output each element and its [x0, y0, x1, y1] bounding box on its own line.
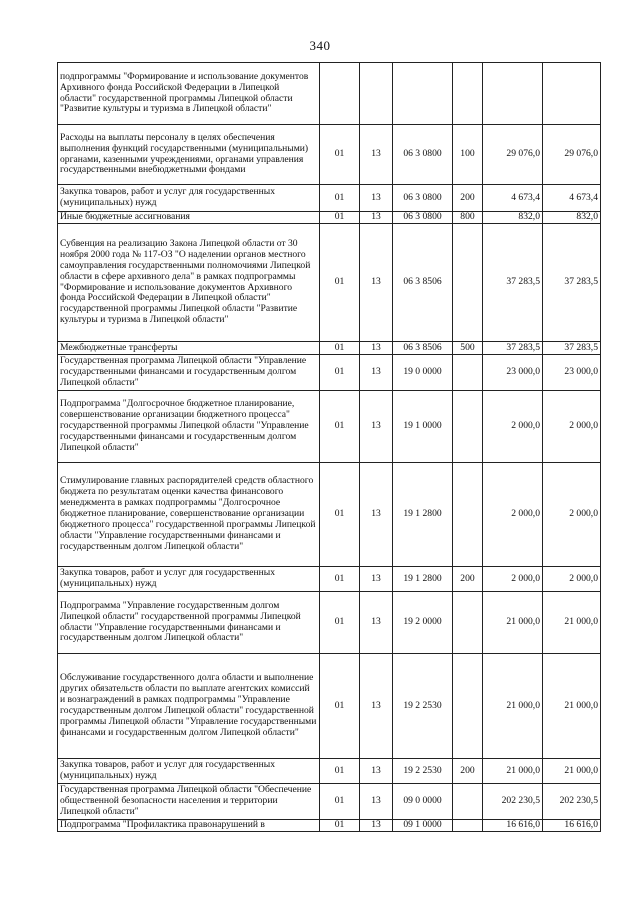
cell-name: Государственная программа Липецкой области "Обеспечение общественной безопасности населения и территории Липецкой области": [58, 784, 320, 820]
cell-ministry: 01: [320, 654, 360, 759]
cell-ministry: 01: [320, 342, 360, 355]
budget-table: [57, 62, 601, 832]
cell-amount-second: 2 000,0: [543, 391, 601, 463]
cell-ministry: 01: [320, 820, 360, 832]
cell-ministry: 01: [320, 391, 360, 463]
cell-amount-first: 4 673,4: [483, 185, 543, 212]
cell-name: Субвенция на реализацию Закона Липецкой области от 30 ноября 2000 года № 117-ОЗ "О наделении органов местного самоуправления государственными полномочиями Липецкой области в сфере архивного дела" в рамках подпрограммы "Формирование и использование документов Архивного фонда Российской Федерации в Липецкой области" государственной программы Липецкой области "Развитие культуры и туризма в Липецкой области": [58, 224, 320, 342]
cell-name: Иные бюджетные ассигнования: [58, 212, 320, 224]
cell-section: 13: [360, 592, 393, 654]
table-row: [58, 820, 601, 832]
cell-name: Закупка товаров, работ и услуг для государственных (муниципальных) нужд: [58, 567, 320, 592]
cell-name: Подпрограмма "Управление государственным долгом Липецкой области" государственной программы Липецкой области "Управление государственными финансами и государственным долгом Липецкой области": [58, 592, 320, 654]
cell-amount-first: 2 000,0: [483, 391, 543, 463]
cell-target-article: 19 1 2800: [393, 463, 453, 567]
cell-name: Подпрограмма "Долгосрочное бюджетное планирование, совершенствование организации бюджетного процесса" государственной программы Липецкой области "Управление государственными финансами и государственным долгом Липецкой области": [58, 391, 320, 463]
cell-name: Государственная программа Липецкой области "Управление государственными финансами и государственным долгом Липецкой области": [58, 355, 320, 391]
cell-ministry: [320, 63, 360, 125]
cell-name: Закупка товаров, работ и услуг для государственных (муниципальных) нужд: [58, 185, 320, 212]
cell-amount-first: 21 000,0: [483, 592, 543, 654]
table-row: [58, 185, 601, 212]
cell-amount-first: 37 283,5: [483, 342, 543, 355]
cell-section: 13: [360, 125, 393, 185]
cell-amount-second: 21 000,0: [543, 759, 601, 784]
cell-amount-first: 29 076,0: [483, 125, 543, 185]
cell-target-article: 19 1 2800: [393, 567, 453, 592]
cell-expense-type: 800: [453, 212, 483, 224]
cell-ministry: 01: [320, 185, 360, 212]
cell-amount-second: [543, 63, 601, 125]
cell-amount-second: 2 000,0: [543, 567, 601, 592]
cell-section: 13: [360, 463, 393, 567]
table-row: [58, 342, 601, 355]
cell-amount-first: 37 283,5: [483, 224, 543, 342]
cell-ministry: 01: [320, 355, 360, 391]
table-row: [58, 391, 601, 463]
cell-expense-type: [453, 355, 483, 391]
cell-amount-second: 29 076,0: [543, 125, 601, 185]
cell-expense-type: [453, 654, 483, 759]
table-row: [58, 63, 601, 125]
table-row: [58, 224, 601, 342]
table-row: [58, 654, 601, 759]
cell-expense-type: [453, 63, 483, 125]
table-row: [58, 592, 601, 654]
table-row: [58, 463, 601, 567]
cell-name: Стимулирование главных распорядителей средств областного бюджета по результатам оценки качества финансового менеджмента в рамках подпрограммы "Долгосрочное бюджетное планирование, совершенствование организации бюджетного процесса" государственной программы Липецкой области "Управление государственными финансами и государственным долгом Липецкой области": [58, 463, 320, 567]
cell-amount-second: 4 673,4: [543, 185, 601, 212]
table-row: [58, 355, 601, 391]
cell-ministry: 01: [320, 224, 360, 342]
cell-amount-second: 23 000,0: [543, 355, 601, 391]
cell-target-article: 06 3 8506: [393, 342, 453, 355]
cell-expense-type: 100: [453, 125, 483, 185]
cell-target-article: 06 3 0800: [393, 185, 453, 212]
cell-target-article: [393, 63, 453, 125]
cell-amount-first: 21 000,0: [483, 759, 543, 784]
cell-section: 13: [360, 342, 393, 355]
cell-target-article: 19 2 2530: [393, 759, 453, 784]
cell-expense-type: [453, 463, 483, 567]
page-number: 340: [309, 38, 331, 53]
cell-target-article: 19 1 0000: [393, 391, 453, 463]
cell-section: 13: [360, 784, 393, 820]
cell-target-article: 19 0 0000: [393, 355, 453, 391]
cell-name: подпрограммы "Формирование и использование документов Архивного фонда Российской Федерации в Липецкой области" государственной программы Липецкой области "Развитие культуры и туризма в Липецкой области": [58, 63, 320, 125]
cell-amount-second: 21 000,0: [543, 654, 601, 759]
cell-section: 13: [360, 820, 393, 832]
cell-name: Подпрограмма "Профилактика правонарушений в: [58, 820, 320, 832]
cell-amount-second: 37 283,5: [543, 224, 601, 342]
cell-target-article: 19 2 2530: [393, 654, 453, 759]
table-row: [58, 759, 601, 784]
table-row: [58, 212, 601, 224]
cell-amount-first: 2 000,0: [483, 567, 543, 592]
cell-amount-first: 23 000,0: [483, 355, 543, 391]
cell-expense-type: [453, 224, 483, 342]
cell-target-article: 09 1 0000: [393, 820, 453, 832]
cell-amount-second: 2 000,0: [543, 463, 601, 567]
cell-expense-type: 200: [453, 185, 483, 212]
cell-amount-second: 202 230,5: [543, 784, 601, 820]
cell-target-article: 06 3 0800: [393, 125, 453, 185]
cell-amount-second: 16 616,0: [543, 820, 601, 832]
cell-name: Расходы на выплаты персоналу в целях обеспечения выполнения функций государственными (муниципальными) органами, казенными учреждениями, органами управления государственными внебюджетными фондами: [58, 125, 320, 185]
table-row: [58, 125, 601, 185]
cell-expense-type: [453, 820, 483, 832]
cell-section: 13: [360, 185, 393, 212]
cell-amount-first: 21 000,0: [483, 654, 543, 759]
cell-section: 13: [360, 355, 393, 391]
cell-target-article: 06 3 0800: [393, 212, 453, 224]
cell-target-article: 06 3 8506: [393, 224, 453, 342]
cell-target-article: 09 0 0000: [393, 784, 453, 820]
cell-expense-type: 500: [453, 342, 483, 355]
cell-section: 13: [360, 654, 393, 759]
cell-section: 13: [360, 224, 393, 342]
cell-amount-first: [483, 63, 543, 125]
cell-amount-first: 16 616,0: [483, 820, 543, 832]
cell-expense-type: 200: [453, 567, 483, 592]
cell-section: 13: [360, 759, 393, 784]
cell-ministry: 01: [320, 759, 360, 784]
cell-expense-type: 200: [453, 759, 483, 784]
cell-ministry: 01: [320, 463, 360, 567]
cell-expense-type: [453, 592, 483, 654]
cell-name: Закупка товаров, работ и услуг для государственных (муниципальных) нужд: [58, 759, 320, 784]
cell-expense-type: [453, 784, 483, 820]
cell-ministry: 01: [320, 567, 360, 592]
cell-section: 13: [360, 212, 393, 224]
cell-amount-second: 21 000,0: [543, 592, 601, 654]
cell-section: 13: [360, 567, 393, 592]
cell-amount-first: 2 000,0: [483, 463, 543, 567]
cell-ministry: 01: [320, 784, 360, 820]
cell-section: [360, 63, 393, 125]
cell-section: 13: [360, 391, 393, 463]
cell-amount-second: 37 283,5: [543, 342, 601, 355]
cell-ministry: 01: [320, 592, 360, 654]
cell-name: Межбюджетные трансферты: [58, 342, 320, 355]
table-row: [58, 784, 601, 820]
cell-ministry: 01: [320, 212, 360, 224]
table-row: [58, 567, 601, 592]
cell-amount-second: 832,0: [543, 212, 601, 224]
cell-expense-type: [453, 391, 483, 463]
cell-amount-first: 202 230,5: [483, 784, 543, 820]
cell-target-article: 19 2 0000: [393, 592, 453, 654]
cell-name: Обслуживание государственного долга области и выполнение других обязательств области по выплате агентских комиссий и вознаграждений в рамках подпрограммы "Управление государственным долгом Липецкой области" государственной программы Липецкой области "Управление государственными финансами и государственным долгом Липецкой области": [58, 654, 320, 759]
cell-ministry: 01: [320, 125, 360, 185]
table-body: [58, 63, 601, 832]
cell-amount-first: 832,0: [483, 212, 543, 224]
